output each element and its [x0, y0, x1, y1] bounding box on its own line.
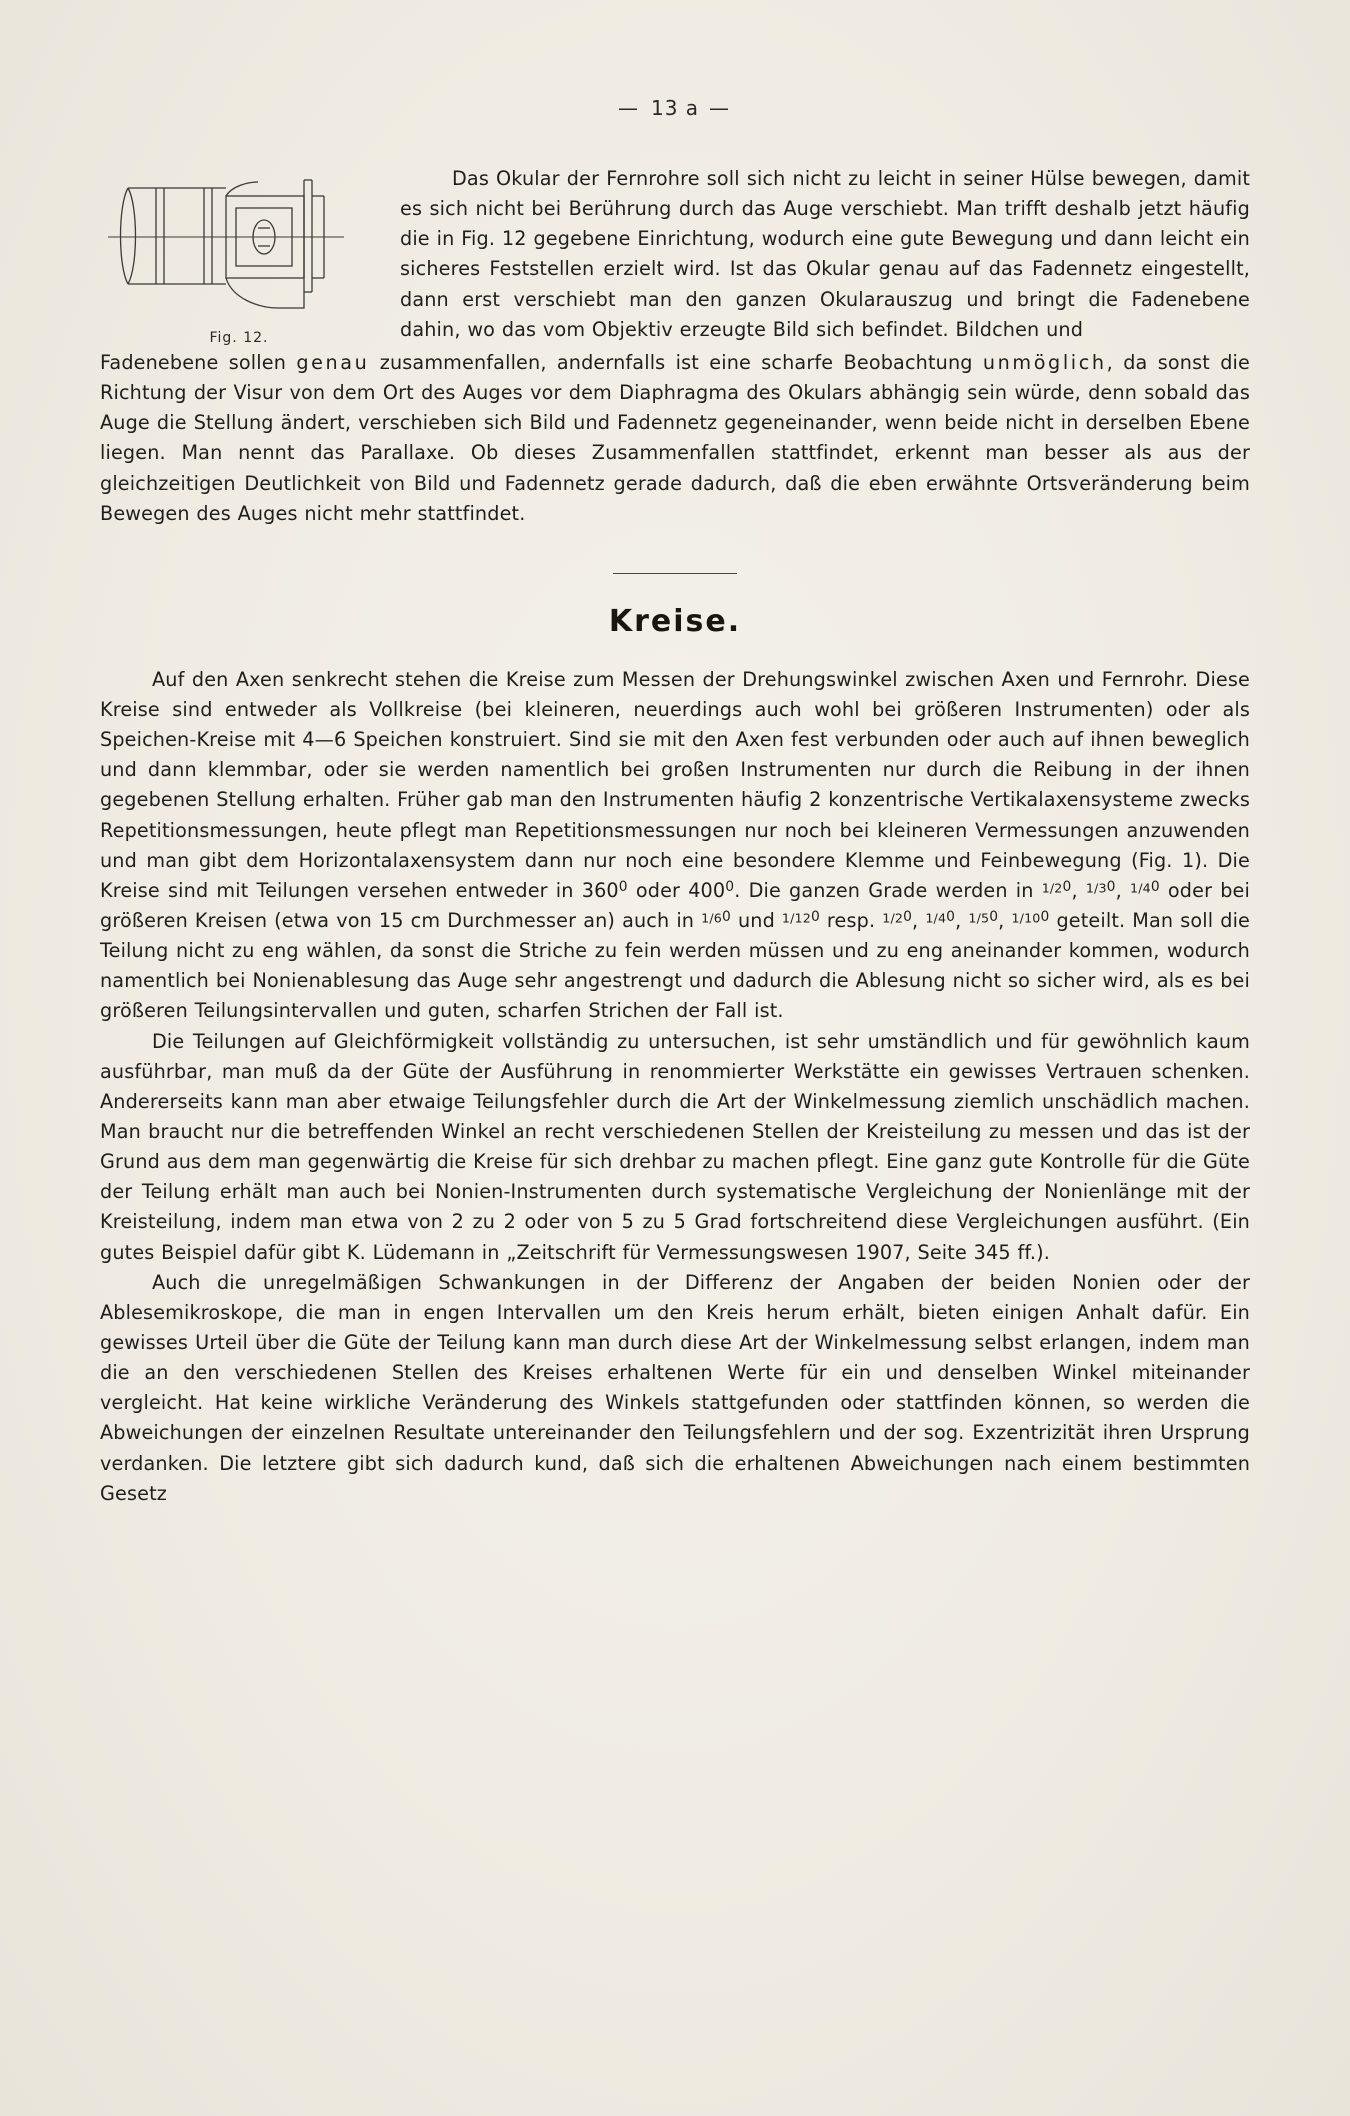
divider-rule: [613, 573, 737, 574]
p2-frac-9: 1/10: [1011, 910, 1041, 926]
p1-emph-unmoeglich: unmöglich: [982, 351, 1107, 374]
figure-caption: Fig. 12.: [209, 330, 269, 346]
p1-emph-genau: genau: [296, 351, 370, 374]
p2-e: ,: [1115, 878, 1130, 902]
eyepiece-drawtube-diagram: [108, 166, 370, 316]
p2-frac-1: 1/2: [1041, 880, 1063, 896]
p2-d: ,: [1071, 878, 1086, 902]
p2-frac-3: 1/4: [1130, 880, 1151, 896]
p2-frac-7: 1/4: [925, 910, 947, 926]
p2-deg10: 0: [989, 908, 999, 925]
dash-right: —: [709, 96, 733, 120]
p2-j: ,: [955, 908, 969, 932]
page-number-label: 13 a: [650, 96, 700, 120]
paragraph-kreise-2: Die Teilungen auf Gleichförmigkeit vollständig zu untersuchen, ist sehr umständlich und für gewöhnlich kaum ausführbar, man muß da der Güte der Ausführung in renommierter Werkstätte ein gewisses Vertrauen schenken. Andererseits kann man aber etwaige Teilungsfehler durch die Art der Winkelmessung ziemlich unschädlich machen. Man braucht nur die betreffenden Winkel an recht verschiedenen Stellen der Kreisteilung zu messen und das ist der Grund aus dem man gegenwärtig die Kreise für sich drehbar zu machen pflegt. Eine ganz gute Kontrolle für die Güte der Teilung erhält man auch bei Nonien-Instrumenten durch systematische Vergleichung der Nonienlänge mit der Kreisteilung, indem man etwa von 2 zu 2 oder von 5 zu 5 Grad fortschreitend diese Vergleichungen ausführt. (Ein gutes Beispiel dafür gibt K. Lüdemann in „Zeitschrift für Vermessungswesen 1907, Seite 345 ff.).: [100, 1029, 1250, 1264]
p2-i: ,: [912, 908, 926, 932]
p2-deg5: 0: [1150, 878, 1160, 895]
p2-frac-2: 1/3: [1085, 880, 1107, 896]
p2-deg7: 0: [810, 908, 820, 925]
figure-text-block: [100, 164, 1250, 348]
paragraph-okular-cont: [100, 348, 1250, 529]
p2-deg9: 0: [946, 908, 956, 925]
p2-deg8: 0: [903, 908, 913, 925]
p2-h: resp.: [819, 908, 883, 932]
p2-c: . Die ganzen Grade werden in: [734, 878, 1042, 902]
p2-deg11: 0: [1040, 908, 1050, 925]
p2-deg3: 0: [1062, 878, 1072, 895]
p2-deg1: 0: [618, 878, 628, 895]
paragraph-okular-intro: Das Okular der Fernrohre soll sich nicht zu leicht in seiner Hülse bewegen, damit es sich nicht bei Berührung durch das Auge verschiebt. Man trifft deshalb jetzt häufig die in Fig. 12 gegebene Einrichtung, wodurch eine gute Bewegung und dann leicht ein sicheres Feststellen erzielt wird. Ist das Okular genau auf das Fadennetz eingestellt, dann erst verschiebt man den ganzen Okularauszug und bringt die Fadenebene dahin, wo das vom Objektiv erzeugte Bild sich befindet. Bildchen und: [400, 167, 1250, 341]
p2-g: und: [730, 908, 782, 932]
paragraph-kreise-3: Auch die unregelmäßigen Schwankungen in der Differenz der Angaben der beiden Nonien oder der Ablesemikroskope, die man in engen Intervallen um den Kreis herum erhält, bieten einigen Anhalt dafür. Ein gewisses Urteil über die Güte der Teilung kann man durch diese Art der Winkelmessung selbst erlangen, indem man die an den verschiedenen Stellen des Kreises erhaltenen Werte für ein und denselben Winkel miteinander vergleicht. Hat keine wirkliche Veränderung des Winkels stattgefunden oder stattfinden können, so werden die Abweichungen der einzelnen Resultate untereinander den Teilungsfehlern und der sog. Exzentrizität ihren Ursprung verdanken. Die letztere gibt sich dadurch kund, daß sich die erhaltenen Abweichungen nach einem bestimmten Gesetz: [100, 1270, 1250, 1505]
p2-deg6: 0: [721, 908, 731, 925]
p2-b: oder 400: [627, 878, 726, 902]
p2-k: ,: [998, 908, 1012, 932]
p2-deg4: 0: [1106, 878, 1116, 895]
p2-l: geteilt. Man soll die Teilung nicht zu eng wählen, da sonst die Striche zu fein werden müssen und zu eng aneinander kommen, wodurch namentlich bei Nonienablesung das Auge sehr angestrengt und dadurch die Ablesung nicht so sicher wird, als es bei größeren Teilungsintervallen und guten, scharfen Strichen der Fall ist.: [100, 908, 1251, 1023]
dash-left: —: [617, 96, 641, 120]
p1-rest-b: zusammenfallen, andernfalls ist eine scharfe Beobachtung: [369, 351, 983, 374]
section-divider: [100, 559, 1250, 578]
p2-frac-5: 1/12: [781, 910, 811, 926]
p1-rest-c: , da sonst die Richtung der Visur von dem Ort des Auges vor dem Diaphragma des Okulars abhängig sein würde, denn sobald das Auge die Stellung ändert, verschieben sich Bild und Fadennetz gegeneinander, wenn beide nicht in derselben Ebene liegen. Man nennt das Parallaxe. Ob dieses Zusammenfallen stattfindet, erkennt man besser als aus der gleichzeitigen Deutlichkeit von Bild und Fadennetz gerade dadurch, daß die eben erwähnte Ortsveränderung beim Bewegen des Auges nicht mehr stattfindet.: [100, 351, 1250, 525]
p2-f: oder bei größeren Kreisen (etwa von 15 cm Durchmesser an) auch in: [100, 878, 1250, 932]
p2-a: Auf den Axen senkrecht stehen die Kreise zum Messen der Drehungswinkel zwischen Axen und Fernrohr. Diese Kreise sind entweder als Vollkreise (bei kleineren, neuerdings auch wohl bei größeren Instrumenten) oder als Speichen-Kreise mit 4—6 Speichen konstruiert. Sind sie mit den Axen fest verbunden oder auch auf ihnen beweglich und dann klemmbar, oder sie werden namentlich bei großen Instrumenten nur durch die Reibung in der ihnen gegebenen Stellung erhalten. Früher gab man den Instrumenten häufig 2 konzentrische Vertikalaxensysteme zwecks Repetitionsmessungen, heute pflegt man Repetitionsmessungen nur noch bei kleineren Vermessungen anzuwenden und man gibt dem Horizontalaxensystem dann nur noch eine besondere Klemme und Feinbewegung (Fig. 1). Die Kreise sind mit Teilungen versehen entweder in 360: [100, 667, 1250, 902]
p2-frac-6: 1/2: [882, 910, 904, 926]
p2-deg2: 0: [725, 878, 735, 895]
figure-block: [100, 166, 378, 346]
page-content: [100, 96, 1250, 1509]
section-title-kreise: Kreise.: [608, 603, 742, 639]
p2-frac-8: 1/5: [968, 910, 990, 926]
p1-rest-a: Fadenebene sollen: [100, 351, 297, 374]
page-number: [100, 96, 1250, 120]
p2-frac-4: 1/6: [701, 910, 722, 926]
paragraph-kreise-1: [100, 665, 1250, 1027]
